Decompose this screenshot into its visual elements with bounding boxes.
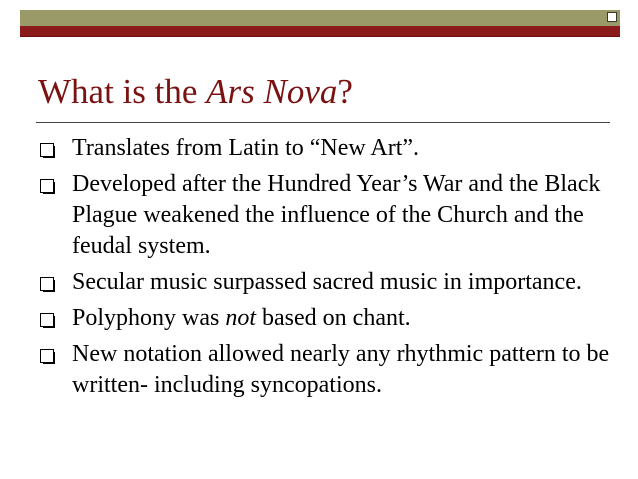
bullet-box-icon [40,179,54,193]
bullet-item [38,169,618,262]
header-band-maroon [20,26,620,36]
bullet-item [38,303,618,334]
bullet-item [38,339,618,401]
bullet-box-icon [40,349,54,363]
title-italic: Ars Nova [206,72,338,111]
corner-square-icon [607,12,617,22]
title-divider [36,122,610,123]
bullet-box-icon [40,277,54,291]
title-prefix: What is the [38,72,207,111]
header-band-edge [20,36,620,37]
slide-title [38,72,353,112]
bullet-box-icon [40,313,54,327]
title-suffix: ? [337,72,353,111]
bullet-text: Secular music surpassed sacred music in importance. [72,269,582,295]
bullet-text-pre: Polyphony was [72,305,226,331]
header-band-olive [20,10,620,26]
bullet-text: New notation allowed nearly any rhythmic pattern to be written- including syncopations. [72,341,610,398]
bullet-item [38,133,618,164]
bullet-box-icon [40,143,54,157]
bullet-text-post: based on chant. [256,305,411,331]
bullet-text: Developed after the Hundred Year’s War and the Black Plague weakened the influence of the Church and the feudal system. [72,171,601,259]
bullet-item [38,267,618,298]
bullet-text-italic: not [225,305,257,331]
top-margin [0,0,638,10]
bullet-text: Translates from Latin to “New Art”. [72,135,420,161]
bullet-list [38,133,618,406]
